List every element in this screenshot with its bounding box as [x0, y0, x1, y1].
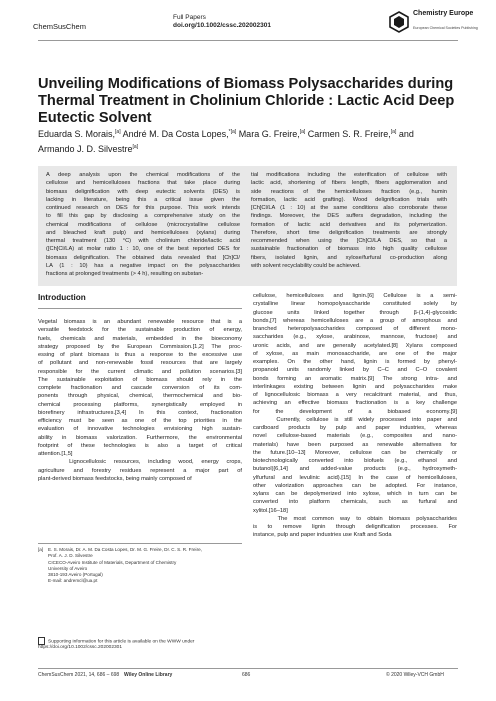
- abstract-line: fibers, isolated lignin, and xylose/furfural co-production along: [251, 254, 447, 261]
- abstract-right-column: [251, 171, 447, 270]
- abstract-line: biomass delignification. The obtained data revealed that [Ch]Cl/: [46, 254, 240, 261]
- body-text-line: biotechnologically converted into biofuels (e.g., ethanol and: [253, 458, 457, 464]
- abstract-left-column: [46, 171, 240, 278]
- body-text-line: glucose units linked together through β-(1,4)-glycosidic: [253, 309, 457, 316]
- body-text-line: Vegetal biomass is an abundant renewable resource that is a: [38, 319, 242, 325]
- body-text-line: instance, pulp and paper industries use Kraft and Soda: [253, 532, 392, 539]
- body-text-line: fuels, chemicals and materials, embedded in the bioeconomy: [38, 335, 242, 342]
- body-text-line: The sustainable exploitation of biomass should rely in the: [38, 376, 242, 383]
- body-text-line: saccharides (e.g., xylose, arabinose, mannose, fructose) and: [253, 334, 457, 341]
- abstract-line: findings. Moreover, the DES suffers degradation, including the: [251, 213, 447, 220]
- body-text-line: responsible for the current climatic and pollution scenarios.[3]: [38, 368, 242, 375]
- abstract-line: with solvent recyclability could be achieved.: [251, 262, 361, 269]
- abstract-line: thermal treatment (130 °C) with cholinium chloride/lactic acid: [46, 238, 240, 244]
- supporting-info-link[interactable]: https://doi.org/10.1002/cssc.202002301: [38, 645, 123, 651]
- body-text-line: footprint of these technologies is also a target of critical: [38, 442, 242, 449]
- abstract-line: to fill this gap by disclosing a comprehensive study on the: [46, 213, 240, 220]
- supporting-info-note: [38, 637, 243, 651]
- body-text-line: essing of plant biomass is thus a response to the excessive use: [38, 352, 242, 358]
- footer-citation: ChemSusChem 2021, 14, 686 – 698: [38, 672, 120, 678]
- footer-copyright: © 2020 Wiley-VCH GmbH: [386, 672, 444, 678]
- logo-title: Chemistry Europe: [413, 10, 474, 17]
- body-text-line: bonds forming an aromatic matrix.[9] The strong intra- and: [253, 375, 457, 382]
- affiliation-mark: *[a]: [228, 129, 237, 135]
- logo-subtitle: European Chemical Societies Publishing: [413, 26, 478, 30]
- body-text-line: other valorization approaches can be adopted. For instance,: [253, 482, 457, 489]
- footnote-line: CICECO-Aveiro Institute of Materials, Department of Chemistry: [48, 559, 177, 565]
- document-icon: [38, 637, 45, 645]
- author-conjunction: and: [396, 129, 414, 139]
- header-divider: [38, 40, 458, 41]
- abstract-line: formation, lactic acid grafting). Wood delignification trials with: [251, 196, 447, 203]
- body-text-line: materials) have been purposed as renewable alternatives for: [253, 441, 457, 448]
- abstract-line: [Ch]Cl/LA (1 : 10) at the same conditions also corroborate these: [251, 205, 447, 211]
- body-left-column: [38, 318, 242, 483]
- body-text-line: crystalline linear homopolysaccharide constituted solely by: [253, 301, 457, 308]
- body-text-line: of pollutant and non-renewable fossil resources that are largely: [38, 360, 242, 367]
- abstract-line: tial modifications including the esterification of cellulose with: [251, 172, 447, 178]
- abstract-line: side reactions of the hemicelluloses fraction (e.g., humin: [251, 188, 447, 195]
- footnote-line: Prof. A. J. D. Silvestre: [48, 553, 93, 559]
- journal-name: ChemSusChem: [33, 22, 86, 31]
- body-text-line: complete fractionation and cascade conversion of its com-: [38, 385, 242, 391]
- abstract-line: A deep analysis upon the chemical modifications of the: [46, 172, 240, 178]
- author-name: Carmen S. R. Freire,: [305, 129, 391, 139]
- abstract-line: cellulose and hemicelluloses fractions that take place during: [46, 180, 240, 187]
- author-name: Armando J. D. Silvestre: [38, 144, 133, 154]
- affiliation-mark: [a]: [299, 129, 306, 135]
- page-number: 686: [242, 672, 251, 678]
- author-name: Eduarda S. Morais,: [38, 129, 116, 139]
- body-text-line: agriculture and forestry residues represent a major part of: [38, 467, 242, 474]
- body-text-line: xylitol.[16–18]: [253, 507, 288, 514]
- body-text-line: interlinkages existing between lignin and polysaccharides make: [253, 383, 457, 390]
- body-text-line: propanoid units randomly linked by C–C and C–O covalent: [253, 367, 457, 374]
- abstract-line: lacking in literature, being this a critical issue given the: [46, 196, 240, 203]
- body-text-line: versatile feedstock for the sustainable production of energy,: [38, 327, 242, 334]
- body-text-line: achieving an effective biomass fractionation is a key challenge: [253, 400, 457, 407]
- doi-link[interactable]: doi.org/10.1002/cssc.202002301: [173, 22, 271, 29]
- body-text-line: branched heteropolysaccharides composed of different mono-: [253, 326, 457, 332]
- body-text-line: Currently, cellulose is still widely processed into paper and: [253, 416, 457, 423]
- abstract-line: Therefore, short time delignification treatments are strongly: [251, 229, 447, 236]
- body-right-column: [253, 292, 457, 540]
- abstract-line: continued research on DES for this purpose. This work intends: [46, 205, 240, 211]
- body-text-line: novel cellulose-based materials (e.g., composites and nano-: [253, 433, 457, 440]
- abstract-line: recommended when using the [Ch]Cl/LA DES, so that a: [251, 238, 447, 244]
- body-text-line: The most common way to obtain biomass polysaccharides: [253, 515, 457, 522]
- footnote-line: University of Aveiro: [48, 565, 88, 571]
- abstract-line: ([Ch]Cl/LA) at molar ratio 1 : 10, one of the best reported DES for: [46, 246, 240, 253]
- body-text-line: Lignocellulosic resources, including wood, energy crops,: [38, 459, 242, 466]
- body-text-line: the future.[10–13] Moreover, cellulose can be chemically or: [253, 449, 457, 456]
- body-text-line: ylfurfural and levulinic acid).[15] In the case of hemicelluloses,: [253, 474, 457, 481]
- body-text-line: evaluation of innovative technologies envisioning high sustain-: [38, 426, 242, 433]
- abstract-line: chemical modifications of cellulose (microcrystalline cellulose: [46, 221, 240, 228]
- body-text-line: biorefinery infrastructures.[3,4] In this context, fractionation: [38, 409, 242, 416]
- abstract-line: lactic acid, shortening of fibers length, fibers agglomeration and: [251, 180, 447, 187]
- body-text-line: ponents through physical, chemical, thermochemical and bio-: [38, 393, 242, 400]
- abstract-line: sustainable fractionation of biomass into high quality cellulose: [251, 246, 447, 253]
- footer-wiley-library[interactable]: Wiley Online Library: [124, 672, 173, 678]
- body-text-line: cardboard products by pulp and paper industries, whereas: [253, 425, 457, 431]
- body-text-line: plant-derived biomass feedstocks, being mainly composed of: [38, 475, 192, 482]
- chemistry-europe-logo: [388, 9, 483, 39]
- article-type: Full Papers: [173, 14, 206, 21]
- abstract-line: biomass delignification with deep eutectic solvents (DES) is: [46, 188, 240, 195]
- body-text-line: chemical processing platforms, synergistically employed in: [38, 401, 242, 408]
- section-divider: [38, 308, 242, 309]
- abstract-line: LA (1 : 10) has a negative impact on the polysaccharides: [46, 262, 240, 269]
- footnote-divider: [38, 543, 242, 544]
- body-text-line: strategy proposed by the European Commission.[1,2] The proc-: [38, 343, 242, 350]
- footnote-label: [a]: [38, 547, 44, 552]
- body-text-line: of xylose, as main monosaccharide, are one of the major: [253, 350, 457, 357]
- body-text-line: examples. On the other hand, lignin is formed by phenyl-: [253, 359, 457, 365]
- author-name: André M. Da Costa Lopes,: [120, 129, 229, 139]
- footer-divider: [38, 668, 458, 669]
- body-text-line: ability in biomass valorization. Furthermore, the environmental: [38, 434, 242, 441]
- body-text-line: efficiency must be seen as one of the top priorities in the: [38, 418, 242, 424]
- chemistry-europe-logo-icon: [388, 11, 410, 33]
- abstract-line: formation of lactic acid derivatives and its polymerization.: [251, 221, 447, 228]
- abstract-line: fractions at prolonged treatments (> 4 h), resulting on substan-: [46, 271, 204, 277]
- body-text-line: of lignocellulosic biomass a very recalcitrant material, and thus,: [253, 392, 457, 398]
- section-heading-introduction: Introduction: [38, 293, 86, 302]
- body-text-line: uronic acids, and are generally acetylated.[8] Xylans composed: [253, 342, 457, 349]
- article-title: Unveiling Modifications of Biomass Polysaccharides during Thermal Treatment in Cholinium Chloride : Lactic Acid Deep Eutectic Solvent: [38, 76, 455, 126]
- author-list: [38, 127, 458, 157]
- body-text-line: attention.[1,5]: [38, 451, 73, 457]
- affiliation-mark: [a]: [132, 144, 139, 150]
- body-text-line: butanol)[6,14] and added-value products (e.g., hydroxymeth-: [253, 466, 457, 473]
- supporting-info-text: Supporting information for this article is available on the WWW under: [48, 639, 195, 645]
- affiliation-mark: [a]: [390, 129, 397, 135]
- footnote-line: 3810-193 Aveiro (Portugal): [48, 572, 103, 578]
- footnote-line: E-mail: andremcl@ua.pt: [48, 578, 98, 584]
- body-text-line: for the development of a biobased economy.[9]: [253, 408, 457, 415]
- body-text-line: cellulose, hemicelluloses and lignin.[6] Cellulose is a semi-: [253, 293, 457, 299]
- author-name: Mara G. Freire,: [236, 129, 300, 139]
- body-text-line: bonds,[7] whereas hemicelluloses are a group of amorphous and: [253, 317, 457, 324]
- abstract-line: and bleached kraft pulp) and hemicelluloses (xylans) during: [46, 229, 240, 236]
- body-text-line: converted into platform chemicals, such as furfural and: [253, 499, 457, 506]
- affiliation-mark: [a]: [115, 129, 121, 135]
- body-text-line: xylans can be depolymerized into xylose, which in turn can be: [253, 491, 457, 497]
- body-text-line: is to remove lignin through delignification processes. For: [253, 524, 457, 530]
- footnote-text: [48, 547, 238, 585]
- footnote-line: E. S. Morais, Dr. A. M. Da Costa Lopes, Dr. M. G. Freire, Dr. C. S. R. Freire,: [48, 547, 202, 552]
- article-header: [173, 14, 271, 30]
